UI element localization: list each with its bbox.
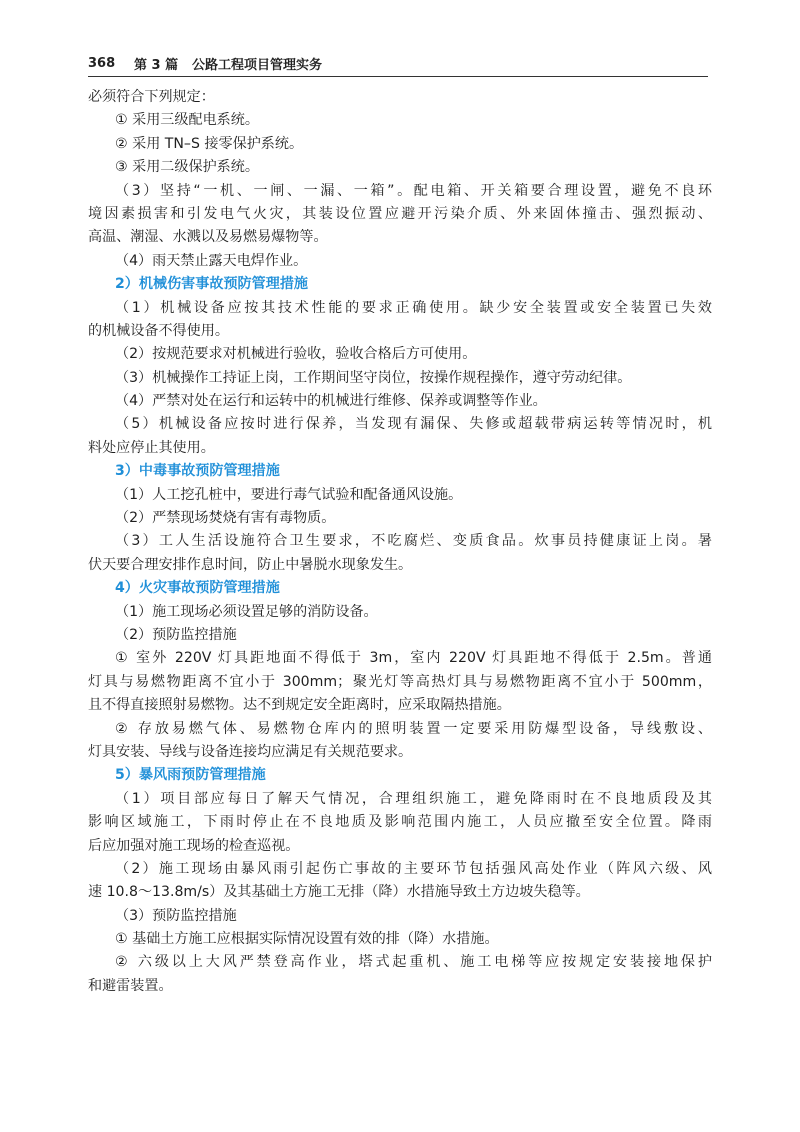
body-text-line: 速 10.8～13.8m/s）及其基础土方施工无排（降）水措施导致土方边坡失稳等。 xyxy=(88,884,590,901)
body-text-line: 灯具与易燃物距离不宜小于 300mm；聚光灯等高热灯具与易燃物距离不宜小于 500mm， xyxy=(88,673,712,690)
body-text-line: （2）按规范要求对机械进行验收，验收合格后方可使用。 xyxy=(115,346,477,363)
section-heading: 3）中毒事故预防管理措施 xyxy=(115,463,280,480)
body-text-line: （1）人工挖孔桩中，要进行毒气试验和配备通风设施。 xyxy=(115,486,463,503)
book-title: 公路工程项目管理实务 xyxy=(192,57,323,73)
section-heading: 2）机械伤害事故预防管理措施 xyxy=(115,276,309,293)
body-text-line: （2）预防监控措施 xyxy=(115,626,237,643)
body-text-line: 料处应停止其使用。 xyxy=(88,439,215,456)
body-text-line: 境因素损害和引发电气火灾，其装设位置应避开污染介质、外来固体撞击、强烈振动、 xyxy=(88,205,712,222)
body-text-line: 且不得直接照射易燃物。达不到规定安全距离时，应采取隔热措施。 xyxy=(88,697,511,714)
body-text-line: （3）坚持“一机、一闸、一漏、一箱”。配电箱、开关箱要合理设置，避免不良环 xyxy=(115,182,712,199)
body-text-line: （1）机械设备应按其技术性能的要求正确使用。缺少安全装置或安全装置已失效 xyxy=(115,299,712,316)
body-text-line: 必须符合下列规定： xyxy=(88,89,215,105)
header-divider xyxy=(88,76,708,77)
body-text-line: （2）施工现场由暴风雨引起伤亡事故的主要环节包括强风高处作业（阵风六级、风 xyxy=(115,860,712,877)
body-text-line: 伏天要合理安排作息时间，防止中暑脱水现象发生。 xyxy=(88,556,413,573)
body-text-line: （1）施工现场必须设置足够的消防设备。 xyxy=(115,603,378,620)
body-text-line: ② 采用 TN–S 接零保护系统。 xyxy=(115,135,304,152)
body-text-line: （3）机械操作工持证上岗，工作期间坚守岗位，按操作规程操作，遵守劳动纪律。 xyxy=(115,369,632,386)
page-body xyxy=(88,86,712,998)
body-text-line: （5）机械设备应按时进行保养，当发现有漏保、失修或超载带病运转等情况时，机 xyxy=(115,416,712,433)
body-text-line: （1）项目部应每日了解天气情况，合理组织施工，避免降雨时在不良地质段及其 xyxy=(115,790,712,807)
body-text-line: （3）工人生活设施符合卫生要求，不吃腐烂、变质食品。炊事员持健康证上岗。暑 xyxy=(115,533,712,550)
body-text-line: ③ 采用二级保护系统。 xyxy=(115,159,259,176)
body-text-line: （3）预防监控措施 xyxy=(115,907,237,924)
body-text-line: 影响区域施工，下雨时停止在不良地质及影响范围内施工，人员应撤至安全位置。降雨 xyxy=(88,814,712,831)
body-text-line: （4）严禁对处在运行和运转中的机械进行维修、保养或调整等作业。 xyxy=(115,393,547,410)
body-text-line: 后应加强对施工现场的检查巡视。 xyxy=(88,837,300,854)
body-text-line: 和避雷装置。 xyxy=(88,977,173,994)
part-label: 第 3 篇 xyxy=(134,57,179,73)
page-header xyxy=(88,52,708,74)
body-text-line: 的机械设备不得使用。 xyxy=(88,322,229,339)
body-text-line: ① 基础土方施工应根据实际情况设置有效的排（降）水措施。 xyxy=(115,931,499,948)
page-number: 368 xyxy=(88,55,116,71)
body-text-line: ② 六级以上大风严禁登高作业，塔式起重机、施工电梯等应按规定安装接地保护 xyxy=(115,954,712,971)
section-heading: 5）暴风雨预防管理措施 xyxy=(115,767,266,784)
body-text-line: ① 室外 220V 灯具距地面不得低于 3m，室内 220V 灯具距地不得低于 2.5m。普通 xyxy=(115,650,712,667)
body-text-line: ① 采用三级配电系统。 xyxy=(115,112,259,129)
body-text-line: 高温、潮湿、水溅以及易燃易爆物等。 xyxy=(88,229,328,246)
body-text-line: 灯具安装、导线与设备连接均应满足有关规范要求。 xyxy=(88,743,413,760)
body-text-line: （2）严禁现场焚烧有害有毒物质。 xyxy=(115,510,336,527)
body-text-line: （4）雨天禁止露天电焊作业。 xyxy=(115,252,308,269)
section-heading: 4）火灾事故预防管理措施 xyxy=(115,580,280,597)
body-text-line: ② 存放易燃气体、易燃物仓库内的照明装置一定要采用防爆型设备，导线敷设、 xyxy=(115,720,712,737)
